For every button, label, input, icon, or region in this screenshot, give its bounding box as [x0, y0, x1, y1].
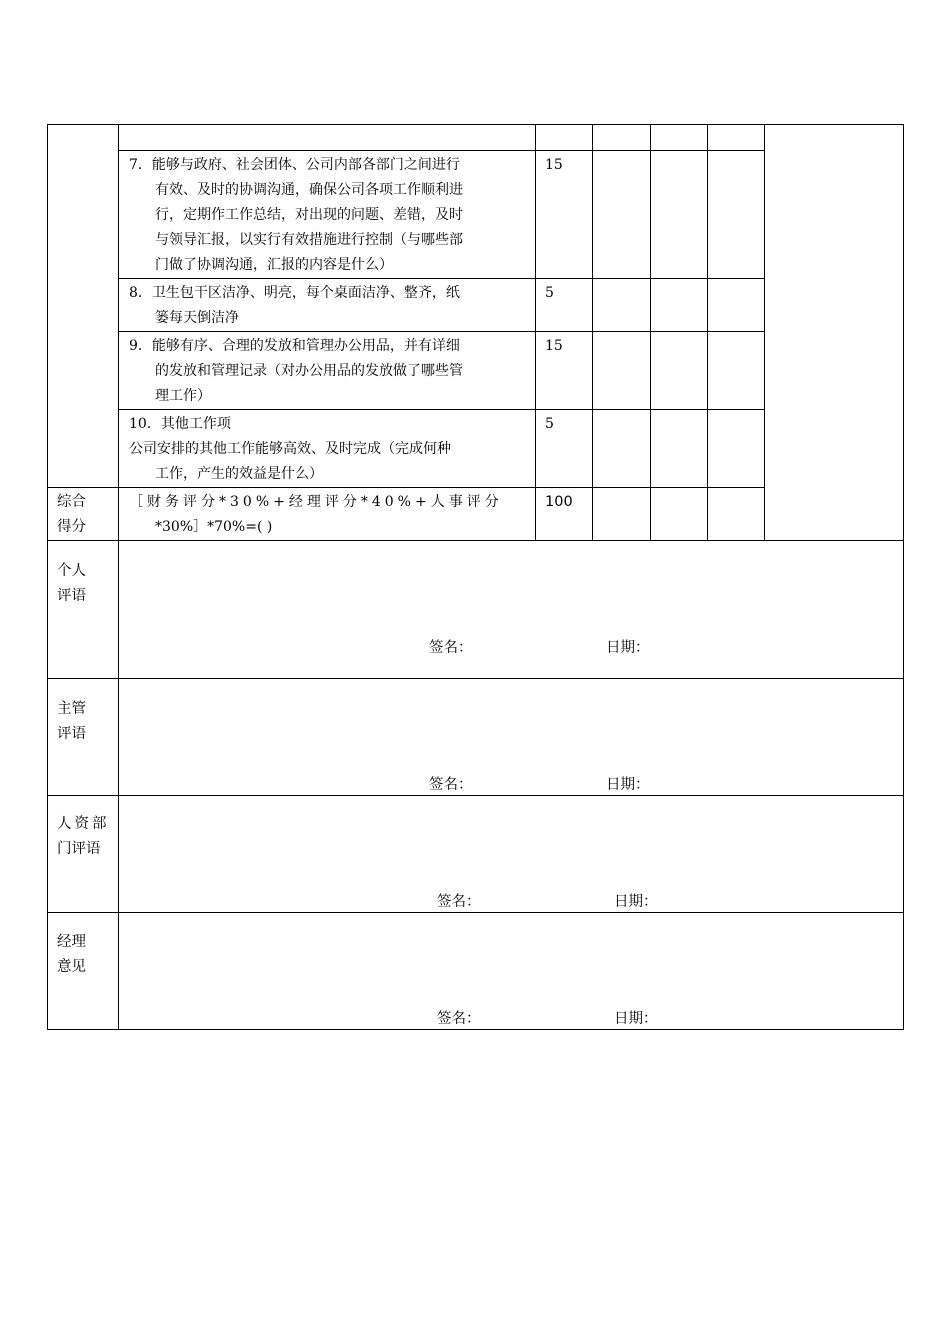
- comment-table: [47, 541, 904, 1030]
- item-line: 公司安排的其他工作能够高效、及时完成（完成何种: [129, 441, 451, 457]
- comment-area[interactable]: [119, 541, 904, 678]
- total-label-line: 综合: [57, 494, 86, 510]
- comment-label-line: 评语: [57, 588, 86, 604]
- item-description: [119, 332, 536, 410]
- rating-cell[interactable]: [708, 151, 765, 279]
- total-label-line: 得分: [57, 519, 86, 535]
- comment-label: [48, 678, 119, 795]
- rating-cell[interactable]: [651, 332, 708, 410]
- comment-label: [48, 795, 119, 912]
- total-label: [48, 488, 119, 541]
- comment-label-line: 经理: [57, 933, 86, 950]
- item-description: [119, 279, 536, 332]
- item-cell: [119, 125, 536, 151]
- total-formula: [119, 488, 536, 541]
- signature-label: 签名：: [429, 776, 473, 793]
- comment-label-line: 人资部: [57, 815, 110, 832]
- rating-cell[interactable]: [593, 279, 651, 332]
- table-row: [48, 125, 904, 151]
- signature-label: 签名：: [429, 640, 473, 656]
- item-score: 5: [536, 279, 593, 332]
- comment-row-manager: [48, 912, 904, 1029]
- item-line: 理工作）: [155, 388, 211, 404]
- rating-cell[interactable]: [708, 488, 765, 541]
- item-line: 8．卫生包干区洁净、明亮，每个桌面洁净、整齐，纸: [129, 285, 460, 301]
- rating-cell[interactable]: [593, 488, 651, 541]
- comment-label-line: 主管: [57, 700, 86, 717]
- score-cell: [536, 125, 593, 151]
- rating-cell[interactable]: [593, 151, 651, 279]
- item-score: 15: [536, 151, 593, 279]
- item-line: 9．能够有序、合理的发放和管理办公用品，并有详细: [129, 338, 460, 354]
- item-line: 工作，产生的效益是什么）: [155, 466, 323, 482]
- item-line: 有效、及时的协调沟通，确保公司各项工作顺利进: [155, 182, 463, 198]
- rating-cell[interactable]: [708, 125, 765, 151]
- comment-area[interactable]: [119, 912, 904, 1029]
- formula-line: *30%］*70%=( ): [155, 519, 273, 535]
- item-description: [119, 151, 536, 279]
- comment-label-line: 意见: [57, 958, 86, 975]
- comment-row-supervisor: [48, 678, 904, 795]
- comment-label-line: 门评语: [57, 840, 101, 857]
- evaluation-form: [47, 124, 903, 1030]
- rating-cell[interactable]: [651, 410, 708, 488]
- comment-area[interactable]: [119, 678, 904, 795]
- comment-row-personal: [48, 541, 904, 678]
- rating-cell[interactable]: [708, 279, 765, 332]
- rating-cell[interactable]: [593, 332, 651, 410]
- comment-row-hr: [48, 795, 904, 912]
- item-line: 行，定期作工作总结，对出现的问题、差错，及时: [155, 207, 463, 223]
- comment-area[interactable]: [119, 795, 904, 912]
- item-line: 门做了协调沟通，汇报的内容是什么）: [155, 257, 393, 273]
- total-score: 100: [536, 488, 593, 541]
- rating-cell[interactable]: [651, 125, 708, 151]
- date-label: 日期：: [606, 640, 650, 656]
- comment-label: [48, 541, 119, 678]
- item-score: 5: [536, 410, 593, 488]
- item-line: 的发放和管理记录（对办公用品的发放做了哪些管: [155, 363, 463, 379]
- rating-cell[interactable]: [708, 410, 765, 488]
- score-table: [47, 124, 904, 541]
- signature-label: 签名：: [437, 893, 481, 910]
- rating-cell[interactable]: [651, 488, 708, 541]
- comment-label-line: 个人: [57, 563, 86, 579]
- formula-line: ［财务评分*30%+经理评分*40%+人事评分: [129, 494, 503, 510]
- rating-cell[interactable]: [651, 279, 708, 332]
- rating-cell[interactable]: [593, 125, 651, 151]
- item-description: [119, 410, 536, 488]
- signature-label: 签名：: [437, 1010, 481, 1027]
- date-label: 日期：: [614, 1010, 658, 1027]
- rating-cell[interactable]: [708, 332, 765, 410]
- date-label: 日期：: [606, 776, 650, 793]
- item-line: 10．其他工作项: [129, 416, 231, 432]
- item-line: 7．能够与政府、社会团体、公司内部各部门之间进行: [129, 157, 460, 173]
- item-line: 与领导汇报，以实行有效措施进行控制（与哪些部: [155, 232, 463, 248]
- remark-cell[interactable]: [765, 125, 904, 541]
- item-score: 15: [536, 332, 593, 410]
- rating-cell[interactable]: [651, 151, 708, 279]
- category-cell: [48, 125, 119, 488]
- comment-label-line: 评语: [57, 725, 86, 742]
- comment-label: [48, 912, 119, 1029]
- date-label: 日期：: [614, 893, 658, 910]
- rating-cell[interactable]: [593, 410, 651, 488]
- item-line: 篓每天倒洁净: [155, 310, 239, 326]
